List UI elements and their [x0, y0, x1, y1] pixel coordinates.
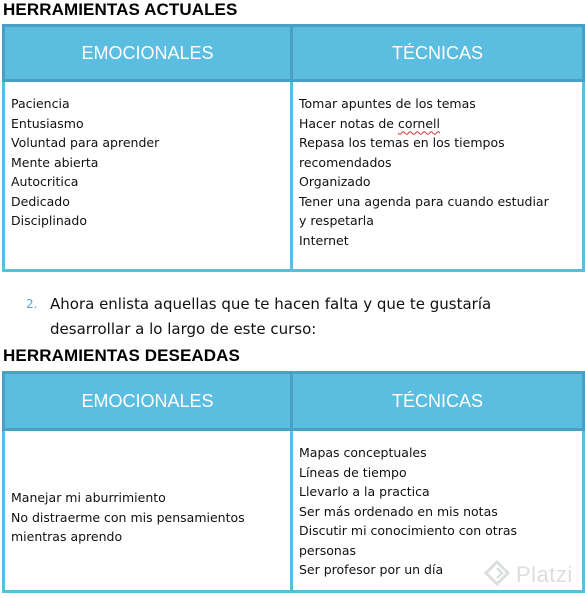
- list-item: Voluntad para aprender: [11, 135, 160, 150]
- list-item: Discutir mi conocimiento con otras personas: [299, 523, 518, 558]
- table-herramientas-actuales: [2, 24, 585, 272]
- list-emocionales-deseadas: [11, 488, 284, 547]
- platzi-logo-icon: [484, 560, 510, 591]
- list-item: Ser más ordenado en mis notas: [299, 503, 498, 519]
- list-item: Dedicado: [11, 193, 70, 209]
- list-item: Manejar mi aburrimiento: [11, 490, 166, 505]
- list-item: recomendados: [299, 154, 392, 170]
- list-item: Tener una agenda para cuando estudiar: [299, 193, 549, 209]
- list-item: Organizado: [299, 174, 371, 189]
- list-item: mientras aprendo: [11, 529, 123, 544]
- list-item: [299, 114, 576, 134]
- list-tecnicas-actuales: [299, 94, 576, 250]
- cell-emocionales: [4, 81, 292, 271]
- header-tecnicas: TÉCNICAS: [292, 26, 584, 81]
- list-item: Mente abierta: [11, 154, 99, 170]
- table-header-row: [4, 26, 584, 81]
- question-number: 2.: [26, 297, 38, 311]
- question-paragraph: [26, 292, 566, 342]
- question-text: Ahora enlista aquellas que te hacen falta y que te gustaría desarrollar a lo largo de este curso:: [50, 295, 492, 338]
- list-item: Líneas de tiempo: [299, 464, 407, 480]
- table-header-row: [4, 373, 584, 430]
- header-emocionales: EMOCIONALES: [4, 373, 292, 430]
- header-tecnicas: TÉCNICAS: [292, 373, 584, 430]
- platzi-watermark-text: Platzi: [516, 562, 573, 587]
- section-title-herramientas-deseadas: HERRAMIENTAS DESEADAS: [3, 346, 240, 365]
- list-item-text: Hacer notas de: [299, 115, 398, 131]
- list-emocionales-actuales: [11, 94, 284, 231]
- list-item: Autocritica: [11, 174, 79, 189]
- list-item: Ser profesor por un día: [299, 562, 444, 577]
- list-item: Mapas conceptuales: [299, 445, 427, 460]
- platzi-watermark: [484, 560, 573, 590]
- list-item: Internet: [299, 232, 349, 248]
- spellcheck-word: cornell: [397, 115, 440, 131]
- table-row: [4, 81, 584, 271]
- list-item: Tomar apuntes de los temas: [299, 96, 476, 111]
- list-item: Llevarlo a la practica: [299, 484, 430, 499]
- list-item: Paciencia: [11, 96, 70, 111]
- section-title-herramientas-actuales: HERRAMIENTAS ACTUALES: [3, 0, 238, 19]
- cell-tecnicas: [292, 81, 584, 271]
- list-item: Disciplinado: [11, 213, 88, 228]
- cell-emocionales: [4, 430, 292, 592]
- list-item: Repasa los temas en los tiempos: [299, 135, 505, 150]
- header-emocionales: EMOCIONALES: [4, 26, 292, 81]
- list-item: No distraerme con mis pensamientos: [11, 509, 245, 525]
- list-item: Entusiasmo: [11, 115, 84, 131]
- list-item: y respetarla: [299, 213, 374, 228]
